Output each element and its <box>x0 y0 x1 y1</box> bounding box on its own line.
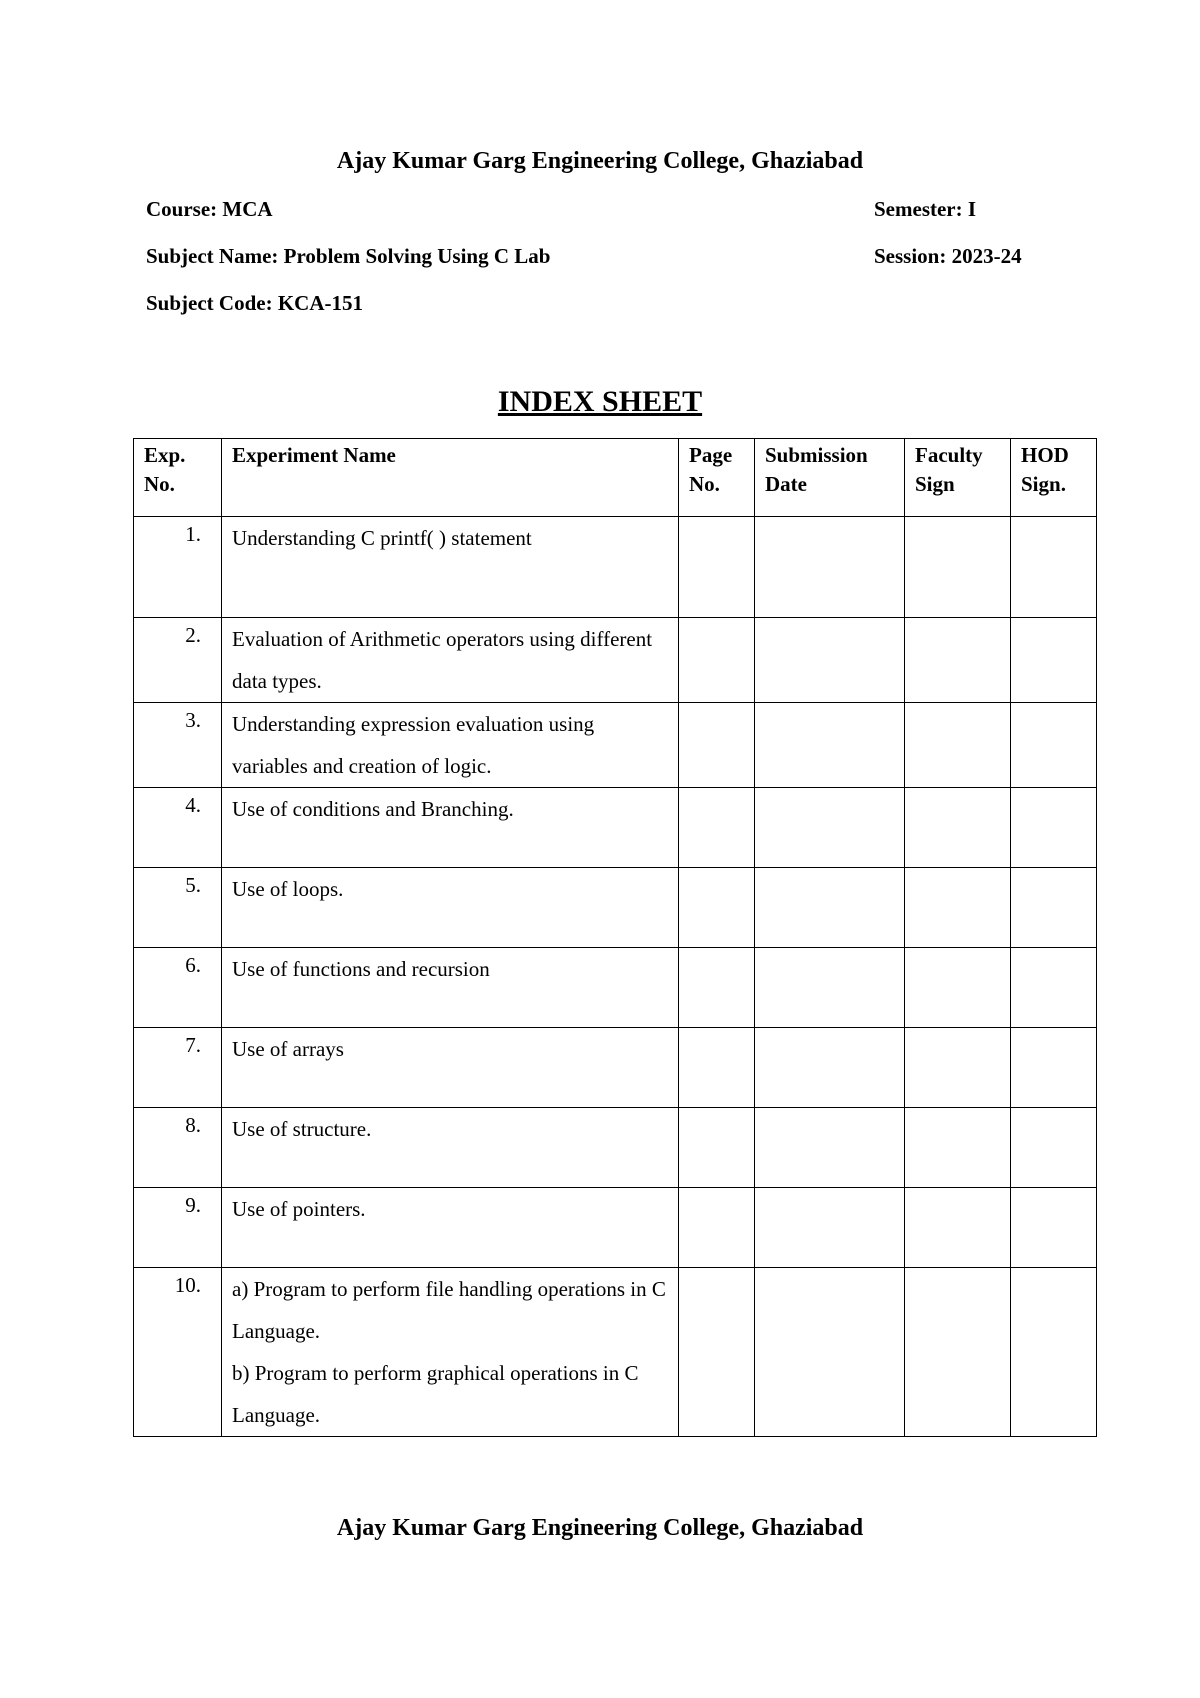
hod-sign-cell <box>1011 788 1097 868</box>
hod-sign-cell <box>1011 1108 1097 1188</box>
session-label: Session: 2023-24 <box>874 244 1022 268</box>
faculty-sign-cell <box>905 618 1011 703</box>
hod-sign-cell <box>1011 618 1097 703</box>
faculty-sign-cell <box>905 788 1011 868</box>
exp-no-cell: 1. <box>134 517 222 618</box>
faculty-sign-cell <box>905 517 1011 618</box>
hod-sign-cell <box>1011 948 1097 1028</box>
submission-date-cell <box>755 1108 905 1188</box>
page-no-cell <box>679 703 755 788</box>
table-row <box>134 517 1097 618</box>
submission-date-cell <box>755 703 905 788</box>
faculty-sign-cell <box>905 1028 1011 1108</box>
faculty-sign-cell <box>905 703 1011 788</box>
header-experiment-name: Experiment Name <box>222 439 679 517</box>
faculty-sign-cell <box>905 1108 1011 1188</box>
header-page-no: Page No. <box>679 439 755 517</box>
header-exp-no: Exp. No. <box>134 439 222 517</box>
experiment-name-cell: Understanding C printf( ) statement <box>222 517 679 618</box>
header-faculty-sign: Faculty Sign <box>905 439 1011 517</box>
faculty-sign-cell <box>905 1268 1011 1437</box>
submission-date-cell <box>755 517 905 618</box>
table-row <box>134 618 1097 703</box>
page-no-cell <box>679 1188 755 1268</box>
submission-date-cell <box>755 1188 905 1268</box>
index-sheet-title: INDEX SHEET <box>497 385 703 418</box>
submission-date-cell <box>755 948 905 1028</box>
submission-date-cell <box>755 618 905 703</box>
table-row <box>134 868 1097 948</box>
experiment-name-cell: Understanding expression evaluation using variables and creation of logic. <box>222 703 679 788</box>
exp-no-cell: 8. <box>134 1108 222 1188</box>
college-title: Ajay Kumar Garg Engineering College, Ghaziabad <box>336 148 864 174</box>
experiment-name-cell: Use of loops. <box>222 868 679 948</box>
exp-no-cell: 2. <box>134 618 222 703</box>
exp-no-cell: 10. <box>134 1268 222 1437</box>
experiment-name-cell <box>222 1268 679 1437</box>
table-row <box>134 1268 1097 1437</box>
experiment-name-cell: Use of arrays <box>222 1028 679 1108</box>
experiment-name-cell: Use of pointers. <box>222 1188 679 1268</box>
exp-no-cell: 6. <box>134 948 222 1028</box>
experiment-name-cell: Evaluation of Arithmetic operators using different data types. <box>222 618 679 703</box>
faculty-sign-cell <box>905 1188 1011 1268</box>
table-row <box>134 1108 1097 1188</box>
hod-sign-cell <box>1011 1188 1097 1268</box>
page-no-cell <box>679 1268 755 1437</box>
experiment-name-cell: Use of conditions and Branching. <box>222 788 679 868</box>
faculty-sign-cell <box>905 948 1011 1028</box>
experiment-name-cell: Use of functions and recursion <box>222 948 679 1028</box>
footer-college-title: Ajay Kumar Garg Engineering College, Ghaziabad <box>336 1515 864 1541</box>
hod-sign-cell <box>1011 868 1097 948</box>
subject-code-label: Subject Code: KCA-151 <box>146 291 363 315</box>
faculty-sign-cell <box>905 868 1011 948</box>
table-row <box>134 948 1097 1028</box>
submission-date-cell <box>755 788 905 868</box>
page-no-cell <box>679 618 755 703</box>
index-table <box>133 438 1097 1437</box>
table-row <box>134 1028 1097 1108</box>
submission-date-cell <box>755 868 905 948</box>
hod-sign-cell <box>1011 517 1097 618</box>
exp-no-cell: 5. <box>134 868 222 948</box>
subject-name-label: Subject Name: Problem Solving Using C Lab <box>146 244 551 268</box>
page-no-cell <box>679 788 755 868</box>
header-hod-sign: HOD Sign. <box>1011 439 1097 517</box>
experiment-name-cell: Use of structure. <box>222 1108 679 1188</box>
page-no-cell <box>679 1108 755 1188</box>
table-row <box>134 703 1097 788</box>
table-row <box>134 1188 1097 1268</box>
experiment-part-b: b) Program to perform graphical operations in C Language. <box>232 1361 639 1427</box>
page-no-cell <box>679 868 755 948</box>
submission-date-cell <box>755 1268 905 1437</box>
table-row <box>134 788 1097 868</box>
submission-date-cell <box>755 1028 905 1108</box>
hod-sign-cell <box>1011 1268 1097 1437</box>
semester-label: Semester: I <box>874 197 977 221</box>
page-no-cell <box>679 517 755 618</box>
header-submission-date: Submission Date <box>755 439 905 517</box>
hod-sign-cell <box>1011 1028 1097 1108</box>
page-no-cell <box>679 948 755 1028</box>
exp-no-cell: 4. <box>134 788 222 868</box>
page-no-cell <box>679 1028 755 1108</box>
exp-no-cell: 9. <box>134 1188 222 1268</box>
hod-sign-cell <box>1011 703 1097 788</box>
exp-no-cell: 7. <box>134 1028 222 1108</box>
exp-no-cell: 3. <box>134 703 222 788</box>
course-label: Course: MCA <box>146 197 273 221</box>
experiment-part-a: a) Program to perform file handling operations in C Language. <box>232 1277 666 1343</box>
table-header-row <box>134 439 1097 517</box>
